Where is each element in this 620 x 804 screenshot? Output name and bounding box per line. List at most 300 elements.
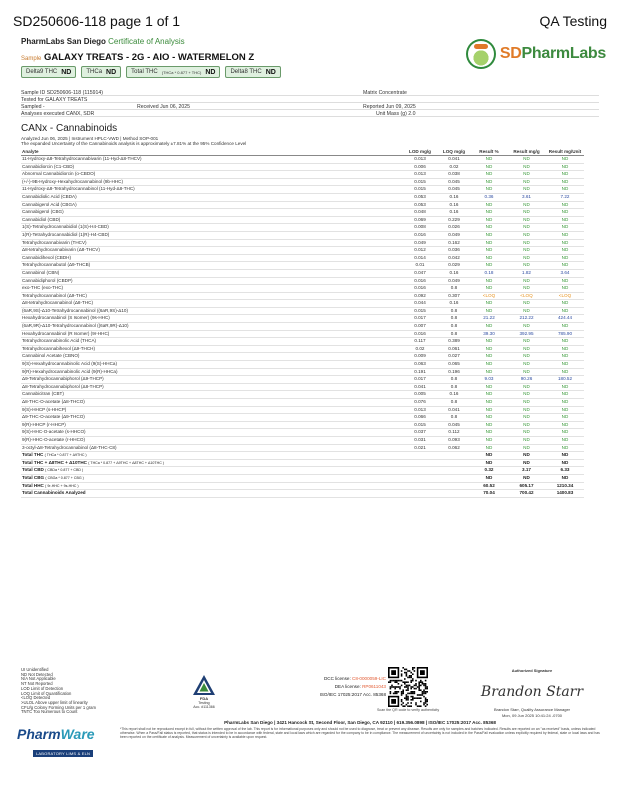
table-cell: ND bbox=[471, 399, 507, 407]
table-cell bbox=[403, 467, 437, 475]
table-cell: 0.016 bbox=[403, 285, 437, 293]
lab-name: PharmLabs San Diego bbox=[21, 37, 106, 46]
chip-value: ND bbox=[205, 68, 216, 76]
section-uncertainty: The expanded Uncertainty of the Cannabinoids analysis is approximately ±7.81% at the 95% Confidence Level bbox=[21, 141, 247, 146]
table-row bbox=[21, 421, 584, 429]
table-row bbox=[21, 391, 584, 399]
table-cell: 21.22 bbox=[471, 315, 507, 323]
table-cell: 0.061 bbox=[437, 345, 471, 353]
table-cell: 0.02 bbox=[403, 345, 437, 353]
total-row bbox=[21, 482, 584, 490]
chip-delta9-thc bbox=[21, 66, 76, 78]
meta-unit-mass: Unit Mass (g) 2.0 bbox=[376, 110, 416, 117]
table-cell: ND bbox=[507, 414, 546, 422]
table-cell: 0.016 bbox=[403, 231, 437, 239]
table-cell: ND bbox=[471, 444, 507, 452]
table-row bbox=[21, 186, 584, 194]
table-cell: ND bbox=[507, 459, 546, 467]
chip-value: ND bbox=[61, 68, 72, 76]
table-cell: 0.045 bbox=[437, 421, 471, 429]
table-cell: ND bbox=[507, 474, 546, 482]
table-cell: 0.307 bbox=[437, 292, 471, 300]
table-cell: 0.069 bbox=[403, 216, 437, 224]
table-cell: ND bbox=[546, 231, 584, 239]
table-cell: 0.16 bbox=[437, 269, 471, 277]
table-row bbox=[21, 292, 584, 300]
total-row bbox=[21, 490, 584, 498]
table-cell: 0.045 bbox=[437, 186, 471, 194]
table-cell: 0.005 bbox=[403, 391, 437, 399]
table-cell: 0.18 bbox=[471, 269, 507, 277]
table-cell: 3.64 bbox=[546, 269, 584, 277]
chip-total-thc bbox=[126, 66, 220, 78]
table-cell: ND bbox=[546, 452, 584, 460]
table-row bbox=[21, 178, 584, 186]
table-cell bbox=[437, 467, 471, 475]
table-cell bbox=[403, 452, 437, 460]
table-cell: ND bbox=[471, 421, 507, 429]
analyte-name: exo-THC (exo-THC) bbox=[21, 285, 403, 293]
table-cell: ND bbox=[507, 383, 546, 391]
meta-sampled: Sampled - bbox=[21, 103, 45, 110]
table-cell: 0.047 bbox=[403, 269, 437, 277]
analyte-name: 9(S)-HHC-O-acetate (s-HHCO) bbox=[21, 429, 403, 437]
table-row bbox=[21, 414, 584, 422]
legend-item: N/A Not Applicable bbox=[21, 676, 56, 682]
table-cell: 1.82 bbox=[507, 269, 546, 277]
table-cell: 60.52 bbox=[471, 482, 507, 490]
table-cell: 0.017 bbox=[403, 376, 437, 384]
analyte-name: 9(S)-HHCP (s-HHCP) bbox=[21, 406, 403, 414]
table-cell: 0.8 bbox=[437, 315, 471, 323]
table-cell: ND bbox=[546, 323, 584, 331]
table-cell: 0.117 bbox=[403, 338, 437, 346]
table-row bbox=[21, 338, 584, 346]
table-cell: ND bbox=[471, 368, 507, 376]
table-cell: ND bbox=[546, 429, 584, 437]
table-cell: 0.093 bbox=[437, 436, 471, 444]
table-cell: 0.049 bbox=[437, 277, 471, 285]
table-cell: ND bbox=[546, 171, 584, 179]
legend-item: >ULOL Above upper limit of linearity bbox=[21, 699, 88, 705]
table-row bbox=[21, 368, 584, 376]
table-cell: 39.30 bbox=[471, 330, 507, 338]
table-cell: ND bbox=[507, 436, 546, 444]
table-row bbox=[21, 163, 584, 171]
table-cell bbox=[403, 482, 437, 490]
table-cell: ND bbox=[507, 399, 546, 407]
table-row bbox=[21, 429, 584, 437]
lab-line bbox=[21, 37, 185, 46]
table-cell bbox=[437, 490, 471, 498]
page-header bbox=[13, 12, 607, 30]
total-label: Total CBD ( CBDa * 0.877 + CBD ) bbox=[21, 467, 403, 475]
signature-date: Mon, 09 Jun 2025 10:41:24 -0700 bbox=[501, 712, 563, 718]
table-cell: 0.031 bbox=[403, 436, 437, 444]
table-cell: ND bbox=[546, 156, 584, 164]
table-cell: ND bbox=[471, 414, 507, 422]
table-cell: 0.017 bbox=[403, 315, 437, 323]
meta-reported: Reported Jun 09, 2025 bbox=[363, 103, 416, 110]
analyte-name: Cannabinol (CBN) bbox=[21, 269, 403, 277]
table-cell: ND bbox=[546, 209, 584, 217]
page-title: SD250606-118 page 1 of 1 bbox=[13, 13, 181, 29]
table-row bbox=[21, 315, 584, 323]
table-cell: 0.092 bbox=[403, 292, 437, 300]
table-cell: ND bbox=[471, 300, 507, 308]
chip-value: ND bbox=[265, 68, 276, 76]
table-row bbox=[21, 216, 584, 224]
table-cell: 0.112 bbox=[437, 429, 471, 437]
table-cell: 1400.83 bbox=[546, 490, 584, 498]
table-cell: ND bbox=[546, 224, 584, 232]
table-cell: ND bbox=[546, 201, 584, 209]
analyte-name: Cannabigerol (CBG) bbox=[21, 209, 403, 217]
column-header: LOD mg/g bbox=[403, 149, 437, 156]
total-label: Total THC + Δ8THC + Δ10THC ( THCa * 0.877 + Δ9THC + Δ8THC + Δ10THC ) bbox=[21, 459, 403, 467]
table-cell: ND bbox=[471, 345, 507, 353]
table-row bbox=[21, 171, 584, 179]
table-cell: 0.16 bbox=[437, 193, 471, 201]
table-cell: ND bbox=[471, 239, 507, 247]
analyte-name: Cannabigerol Acid (CBGA) bbox=[21, 201, 403, 209]
table-cell: 0.062 bbox=[437, 444, 471, 452]
table-cell: 0.32 bbox=[471, 467, 507, 475]
table-row bbox=[21, 444, 584, 452]
dea-license: DEA license: RP0611043 bbox=[334, 684, 386, 689]
meta-row bbox=[21, 96, 599, 103]
meta-row bbox=[21, 89, 599, 96]
column-header: LOQ mg/g bbox=[437, 149, 471, 156]
sample-meta bbox=[21, 89, 599, 117]
table-cell: ND bbox=[507, 285, 546, 293]
table-cell: ND bbox=[507, 300, 546, 308]
pharmware-tagline: LABORATORY LIMS & ELN bbox=[33, 750, 93, 757]
table-row bbox=[21, 436, 584, 444]
table-cell: 0.8 bbox=[437, 399, 471, 407]
table-row bbox=[21, 345, 584, 353]
table-cell: ND bbox=[471, 262, 507, 270]
iso-accreditation: ISO/IEC 17025:2017 Acc. 85368 bbox=[319, 692, 386, 697]
table-cell: 90.26 bbox=[507, 376, 546, 384]
license-block bbox=[262, 675, 386, 699]
analyte-name: Tetrahydrocannabihexol (Δ9-THCH) bbox=[21, 345, 403, 353]
table-cell: ND bbox=[546, 383, 584, 391]
table-cell: 0.049 bbox=[437, 231, 471, 239]
meta-sample-id: Sample ID SD250606-118 (115914) bbox=[21, 89, 103, 96]
logo-text: SDPharmLabs bbox=[499, 45, 606, 62]
table-cell: 0.065 bbox=[437, 361, 471, 369]
table-cell: 0.8 bbox=[437, 330, 471, 338]
table-cell: 0.016 bbox=[403, 330, 437, 338]
summary-chips bbox=[21, 66, 281, 78]
analyte-name: Cannabidiol (CBD) bbox=[21, 216, 403, 224]
table-cell: 0.027 bbox=[437, 353, 471, 361]
analyte-name: Δ8-tetrahydrocannabinol (Δ8-THC) bbox=[21, 300, 403, 308]
table-cell: ND bbox=[507, 186, 546, 194]
fda-line2: Testing bbox=[198, 701, 210, 705]
table-cell: 0.8 bbox=[437, 383, 471, 391]
analyte-name: (6aR,9R)-Δ10-Tetrahydrocannabinol ((6aR,9R)-Δ10) bbox=[21, 323, 403, 331]
table-cell: 0.048 bbox=[403, 209, 437, 217]
table-cell: 0.041 bbox=[437, 406, 471, 414]
table-cell: ND bbox=[507, 178, 546, 186]
table-cell: 0.16 bbox=[437, 300, 471, 308]
table-cell: 0.013 bbox=[403, 156, 437, 164]
cannabinoid-section-header bbox=[21, 123, 246, 146]
table-cell: 424.44 bbox=[546, 315, 584, 323]
table-cell: 180.52 bbox=[546, 376, 584, 384]
table-cell: ND bbox=[546, 277, 584, 285]
table-cell: 0.8 bbox=[437, 323, 471, 331]
table-cell: 0.015 bbox=[403, 178, 437, 186]
total-label: Total THC ( THCa * 0.877 + Δ9THC ) bbox=[21, 452, 403, 460]
table-cell: 0.013 bbox=[403, 406, 437, 414]
table-cell: 0.016 bbox=[403, 277, 437, 285]
analyte-name: 9(R)-Hexahydrocannabinolic Acid (9(R)-HHCa) bbox=[21, 368, 403, 376]
table-cell: ND bbox=[507, 254, 546, 262]
analyte-name: 9(R)-HHC-O-acetate (r-HHCO) bbox=[21, 436, 403, 444]
abbreviation-legend bbox=[21, 668, 96, 715]
table-cell: ND bbox=[507, 353, 546, 361]
table-cell: ND bbox=[546, 414, 584, 422]
table-cell: ND bbox=[507, 239, 546, 247]
table-cell: 0.162 bbox=[437, 239, 471, 247]
table-cell: ND bbox=[471, 178, 507, 186]
legend-item: LOD Limit of Detection bbox=[21, 685, 64, 691]
analyte-name: 3-octyl-Δ8-Tetrahydrocannabinol (Δ8-THC-C8) bbox=[21, 444, 403, 452]
table-cell: 0.006 bbox=[403, 163, 437, 171]
table-cell: ND bbox=[507, 452, 546, 460]
table-cell bbox=[403, 459, 437, 467]
table-cell: ND bbox=[546, 391, 584, 399]
table-cell: ND bbox=[471, 216, 507, 224]
table-cell: ND bbox=[471, 474, 507, 482]
table-row bbox=[21, 156, 584, 164]
table-cell: ND bbox=[471, 254, 507, 262]
total-label: Total HHC ( 9r-HHC + 9s-HHC ) bbox=[21, 482, 403, 490]
table-cell: 0.8 bbox=[437, 307, 471, 315]
fda-badge bbox=[188, 674, 220, 709]
table-row bbox=[21, 231, 584, 239]
fda-line1: FDA bbox=[199, 696, 209, 701]
table-cell: 0.196 bbox=[437, 368, 471, 376]
analyte-name: 9(S)-Hexahydrocannabinolic Acid (9(S)-HHCa) bbox=[21, 361, 403, 369]
table-row bbox=[21, 239, 584, 247]
table-cell: 3.17 bbox=[507, 467, 546, 475]
table-row bbox=[21, 285, 584, 293]
analyte-name: Cannabidiphorol (CBDP) bbox=[21, 277, 403, 285]
table-row bbox=[21, 353, 584, 361]
table-cell: ND bbox=[546, 444, 584, 452]
analyte-name: Cannabidiorcin (C1-CBD) bbox=[21, 163, 403, 171]
table-cell: 0.037 bbox=[403, 429, 437, 437]
legend-item: CFU/g Colony Forming Units per 1 gram bbox=[21, 704, 96, 710]
qa-label: QA Testing bbox=[539, 13, 607, 29]
table-cell: ND bbox=[507, 201, 546, 209]
table-cell: 6.33 bbox=[546, 467, 584, 475]
analyte-name: Δ9-Tetrahydrocannabiphorol (Δ9-THCP) bbox=[21, 376, 403, 384]
table-cell: ND bbox=[546, 178, 584, 186]
table-cell: ND bbox=[471, 186, 507, 194]
analyte-name: Abnormal Cannabidiorcin (o-CBDO) bbox=[21, 171, 403, 179]
signatory-title: Brandon Starr, Quality Assurance Manager bbox=[493, 707, 571, 712]
table-cell: ND bbox=[507, 345, 546, 353]
table-cell: <LOQ bbox=[546, 292, 584, 300]
table-cell: ND bbox=[546, 216, 584, 224]
meta-matrix: Matrix Concentrate bbox=[363, 89, 407, 96]
table-cell: ND bbox=[546, 285, 584, 293]
analyte-name: Δ9-THC-O-acetate (Δ9-THCO) bbox=[21, 414, 403, 422]
table-row bbox=[21, 262, 584, 270]
legend-item: <LOQ Detected bbox=[21, 695, 51, 701]
analyte-name: Cannabidihexol (CBDH) bbox=[21, 254, 403, 262]
verification-qr-code[interactable] bbox=[388, 667, 428, 707]
table-cell: 212.22 bbox=[507, 315, 546, 323]
table-cell: 0.8 bbox=[437, 414, 471, 422]
analyte-name: Δ8-Tetrahydrocannabiphorol (Δ8-THCP) bbox=[21, 383, 403, 391]
table-cell: 0.229 bbox=[437, 216, 471, 224]
table-cell: ND bbox=[507, 163, 546, 171]
table-cell: 0.041 bbox=[437, 156, 471, 164]
total-row bbox=[21, 452, 584, 460]
table-cell: ND bbox=[507, 361, 546, 369]
table-cell: 0.008 bbox=[403, 224, 437, 232]
table-cell bbox=[437, 452, 471, 460]
analyte-name: 11-Hydroxy-Δ8-Tetrahydrocannabinol (11-Hyd-Δ8-THC) bbox=[21, 186, 403, 194]
table-cell: ND bbox=[507, 338, 546, 346]
dcc-license: DCC license: C8-0000059-LIC bbox=[323, 676, 386, 681]
table-cell: ND bbox=[471, 459, 507, 467]
table-row bbox=[21, 224, 584, 232]
table-cell: ND bbox=[507, 216, 546, 224]
table-cell: ND bbox=[471, 201, 507, 209]
analyte-name: Cannabicitran (CBT) bbox=[21, 391, 403, 399]
legend-item: TNTC Too Numerous to Count bbox=[21, 709, 78, 715]
analyte-name: 9(R)-HHCP (r-HHCP) bbox=[21, 421, 403, 429]
table-cell: ND bbox=[471, 307, 507, 315]
table-cell: ND bbox=[546, 247, 584, 255]
table-cell: 0.044 bbox=[403, 300, 437, 308]
table-cell: ND bbox=[471, 429, 507, 437]
table-cell: 0.009 bbox=[403, 353, 437, 361]
table-cell: ND bbox=[546, 338, 584, 346]
sample-name-line bbox=[21, 52, 254, 63]
table-cell: 0.045 bbox=[437, 178, 471, 186]
table-row bbox=[21, 277, 584, 285]
analyte-name: 1(R)-Tetrahydrocannabidiol (1(R)-H4-CBD) bbox=[21, 231, 403, 239]
table-cell: ND bbox=[546, 421, 584, 429]
chip-thca bbox=[81, 66, 121, 78]
sample-name: GALAXY TREATS - 2G - AIO - WATERMELON Z bbox=[43, 52, 255, 63]
table-cell: 0.01 bbox=[403, 262, 437, 270]
chip-delta8-thc bbox=[225, 66, 280, 78]
column-header: Result mg/Unit bbox=[546, 149, 584, 156]
analyte-name: Tetrahydrocannabivarin (THCV) bbox=[21, 239, 403, 247]
table-cell: 0.038 bbox=[437, 171, 471, 179]
table-cell: ND bbox=[471, 231, 507, 239]
table-cell: ND bbox=[546, 368, 584, 376]
table-cell: ND bbox=[546, 436, 584, 444]
table-cell: ND bbox=[507, 406, 546, 414]
analyte-name: Hexahydrocannabinol (S Isomer) (9s-HHC) bbox=[21, 315, 403, 323]
table-cell: 3.61 bbox=[507, 193, 546, 201]
column-header: Analyte bbox=[21, 149, 403, 156]
sample-label: Sample bbox=[21, 56, 42, 62]
table-cell: ND bbox=[471, 156, 507, 164]
table-cell: 0.389 bbox=[437, 338, 471, 346]
column-header: Result mg/g bbox=[507, 149, 546, 156]
coa-label: Certificate of Analysis bbox=[108, 37, 185, 46]
table-cell: 0.026 bbox=[437, 224, 471, 232]
table-cell: 7.22 bbox=[546, 193, 584, 201]
table-cell: ND bbox=[471, 224, 507, 232]
table-cell: ND bbox=[546, 307, 584, 315]
fda-triangle-icon bbox=[192, 674, 216, 696]
table-cell: 0.36 bbox=[471, 193, 507, 201]
analyte-name: Hexahydrocannabinol (R Isomer) (9r-HHC) bbox=[21, 330, 403, 338]
table-cell: ND bbox=[546, 345, 584, 353]
table-cell: ND bbox=[471, 452, 507, 460]
table-cell: 0.053 bbox=[403, 193, 437, 201]
table-row bbox=[21, 361, 584, 369]
section-title: CANx - Cannabinoids bbox=[21, 123, 118, 134]
table-cell: ND bbox=[507, 171, 546, 179]
analyte-name: Δ8-THC-O-acetate (Δ8-THCO) bbox=[21, 399, 403, 407]
table-cell: 0.066 bbox=[403, 414, 437, 422]
table-cell: ND bbox=[507, 421, 546, 429]
table-cell: 605.17 bbox=[507, 482, 546, 490]
signature-label: Authorized Signature bbox=[511, 668, 553, 673]
legend-item: UI Unidentified bbox=[21, 667, 49, 672]
legend-item: NT Not Reported bbox=[21, 681, 53, 687]
table-cell: 9.03 bbox=[471, 376, 507, 384]
table-cell: ND bbox=[507, 156, 546, 164]
analyte-name: Tetrahydrocannabinol (Δ9-THC) bbox=[21, 292, 403, 300]
cannabinoid-table bbox=[21, 149, 584, 498]
legend-item: ND Not Detected bbox=[21, 671, 53, 677]
table-cell: 0.015 bbox=[403, 307, 437, 315]
table-row bbox=[21, 269, 584, 277]
footer-address: PharmLabs San Diego | 3421 Hancock St, Second Floor, San Diego, CA 92110 | 619.356.0898 | ISO/IEC 17025:2017 Acc. 85368 bbox=[224, 720, 496, 725]
section-analyzed: Analyzed Jun 06, 2025 | Instrument HPLC-VWD | Method SOP-001 bbox=[21, 136, 159, 141]
table-cell: 0.036 bbox=[437, 247, 471, 255]
analyte-name: Tetrahydrocannabinolic Acid (THCA) bbox=[21, 338, 403, 346]
table-cell: ND bbox=[546, 361, 584, 369]
meta-tested-for: Tested for GALAXY TREATS bbox=[21, 96, 88, 103]
table-cell: 392.95 bbox=[507, 330, 546, 338]
table-cell: 0.012 bbox=[403, 247, 437, 255]
table-row bbox=[21, 300, 584, 308]
total-label: Total CBG ( CBGa * 0.877 + CBG ) bbox=[21, 474, 403, 482]
chip-value: ND bbox=[106, 68, 117, 76]
table-cell: 0.053 bbox=[403, 201, 437, 209]
table-cell: ND bbox=[471, 338, 507, 346]
table-cell: ND bbox=[471, 171, 507, 179]
table-cell: ND bbox=[507, 224, 546, 232]
total-row bbox=[21, 459, 584, 467]
table-cell: <LOQ bbox=[471, 292, 507, 300]
meta-row bbox=[21, 110, 599, 117]
table-cell: 0.02 bbox=[437, 163, 471, 171]
table-cell bbox=[437, 482, 471, 490]
table-cell: 0.013 bbox=[403, 171, 437, 179]
analyte-name: (+/-)-9B-Hydroxy-Hexahydrocannabinol (9b-HHC) bbox=[21, 178, 403, 186]
chip-label: Delta8 THC bbox=[230, 69, 262, 75]
table-cell: ND bbox=[471, 353, 507, 361]
table-cell: ND bbox=[546, 474, 584, 482]
table-cell: ND bbox=[471, 209, 507, 217]
